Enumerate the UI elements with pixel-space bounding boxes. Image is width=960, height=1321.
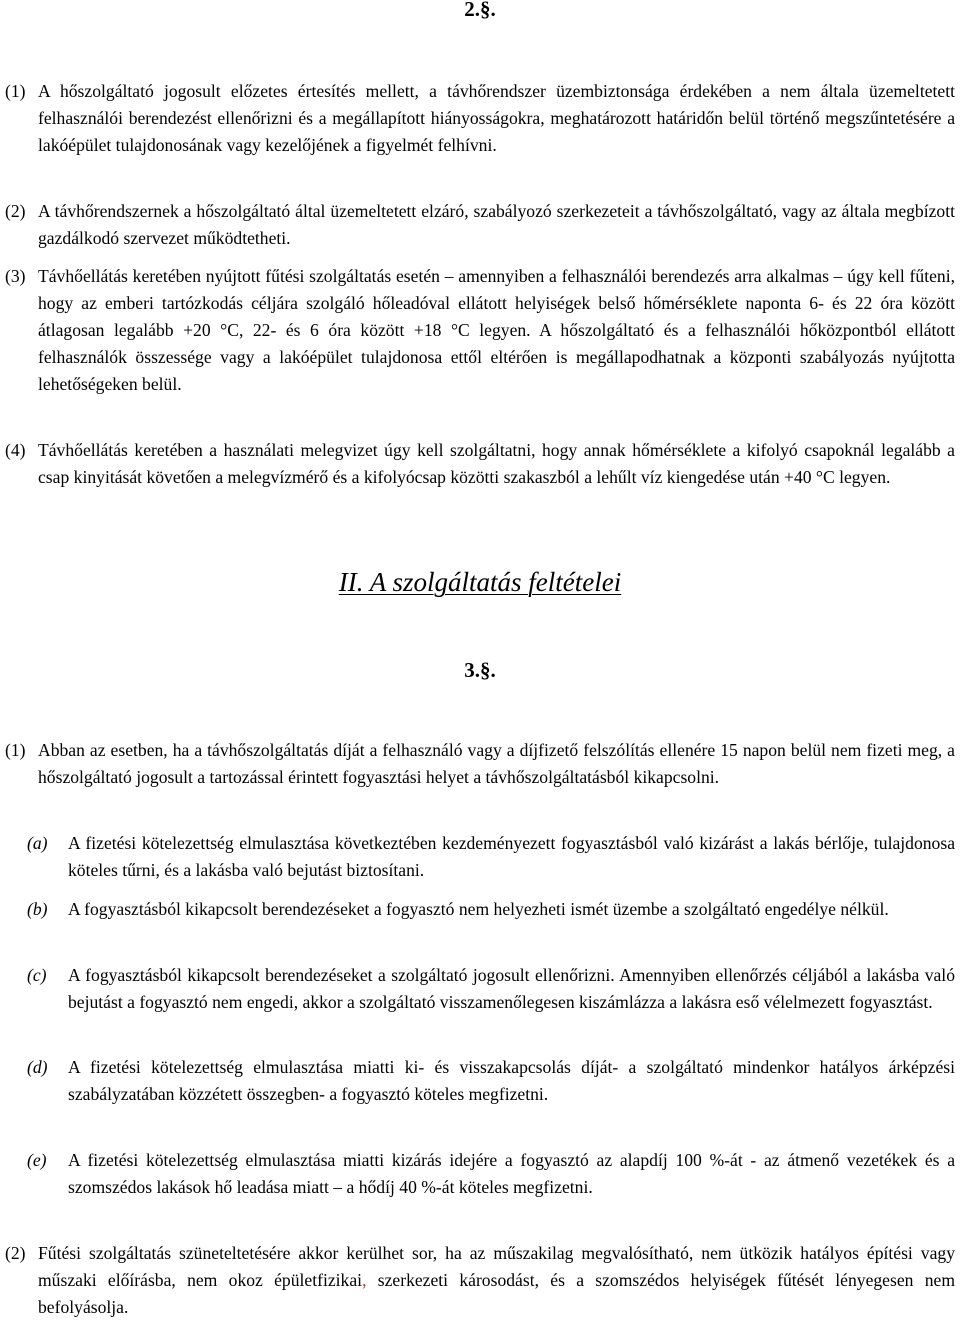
list-item-label: (d) bbox=[27, 1057, 48, 1077]
paragraph-2-1 bbox=[5, 78, 955, 159]
highlighted-comma: , bbox=[362, 1270, 367, 1290]
list-item-a bbox=[27, 830, 955, 884]
paragraph-text: A távhőrendszernek a hőszolgáltató által üzemeltetett elzáró, szabályozó szerkezeteit a távhőszolgáltató, vagy az általa megbízott gazdálkodó szervezet működtetheti. bbox=[38, 201, 955, 248]
list-item-d bbox=[27, 1054, 955, 1108]
paragraph-number: (3) bbox=[5, 266, 26, 286]
paragraph-text: Távhőellátás keretében a használati melegvizet úgy kell szolgáltatni, hogy annak hőmérséklete a kifolyó csapoknál legalább a csap kinyitását követően a melegvízmérő és a kifolyócsap közötti szakaszból a lehűlt víz kiengedése után +40 °C legyen. bbox=[38, 440, 955, 487]
list-item-text: A fizetési kötelezettség elmulasztása miatti ki- és visszakapcsolás díját- a szolgáltató mindenkor hatályos árképzési szabályzatában közzétett összegben- a fogyasztó köteles megfizetni. bbox=[68, 1057, 955, 1104]
list-item-label: (e) bbox=[27, 1150, 47, 1170]
paragraph-2-2 bbox=[5, 198, 955, 252]
list-item-e bbox=[27, 1147, 955, 1201]
paragraph-number: (2) bbox=[5, 201, 26, 221]
heading-section-3: 3.§. bbox=[464, 658, 496, 682]
list-item-text: A fizetési kötelezettség elmulasztása következtében kezdeményezett fogyasztásból való kizárást a lakás bérlője, tulajdonosa köteles tűrni, és a lakásba való bejutást biztosítani. bbox=[68, 833, 955, 880]
list-item-b bbox=[27, 896, 955, 923]
paragraph-text: Távhőellátás keretében nyújtott fűtési szolgáltatás esetén – amennyiben a felhasználói berendezés arra alkalmas – úgy kell fűteni, hogy az emberi tartózkodás céljára szolgáló hőleadóval ellátott helyiségek belső hőmérséklete naponta 6- és 22 óra között átlagosan legalább +20 °C, 22- és 6 óra között +18 °C legyen. A hőszolgáltató és a felhasználói hőközpontból ellátott felhasználók összessége vagy a lakóépület tulajdonosa ettől eltérően is megállapodhatnak a központi szabályozás nyújtotta lehetőségeken belül. bbox=[38, 266, 955, 394]
paragraph-3-1 bbox=[5, 737, 955, 791]
paragraph-number: (1) bbox=[5, 740, 26, 760]
list-item-c bbox=[27, 962, 955, 1016]
heading-section-2: 2.§. bbox=[464, 0, 496, 21]
list-item-label: (a) bbox=[27, 833, 48, 853]
paragraph-text: Abban az esetben, ha a távhőszolgáltatás díját a felhasználó vagy a díjfizető felszólítás ellenére 15 napon belül nem fizeti meg, a hőszolgáltató jogosult a tartozással érintett fogyasztási helyet a távhőszolgáltatásból kikapcsolni. bbox=[38, 740, 955, 787]
list-item-text: A fogyasztásból kikapcsolt berendezéseket a szolgáltató jogosult ellenőrizni. Amennyiben ellenőrzés céljából a lakásba való bejutást a fogyasztó nem engedi, akkor a szolgáltató visszamenőlegesen kiszámlázza a lakásra eső vélelmezett fogyasztást. bbox=[68, 965, 955, 1012]
section-title: II. A szolgáltatás feltételei bbox=[338, 567, 622, 597]
paragraph-text-part: szerkezeti károsodást, és a szomszédos helyiségek fűtését lényegesen nem befolyásolja. bbox=[38, 1270, 955, 1317]
list-item-label: (b) bbox=[27, 899, 48, 919]
paragraph-number: (2) bbox=[5, 1243, 26, 1263]
paragraph-text: A hőszolgáltató jogosult előzetes értesítés mellett, a távhőrendszer üzembiztonsága érdekében a nem általa üzemeltetett felhasználói berendezést ellenőrizni és a megállapított hiányosságokra, meghatározott határidőn belül történő megszűntetésére a lakóépület tulajdonosának vagy kezelőjének a figyelmét felhívni. bbox=[38, 81, 955, 155]
paragraph-number: (4) bbox=[5, 440, 26, 460]
paragraph-text-part: Fűtési szolgáltatás szüneteltetésére akkor kerülhet sor, ha az műszakilag megvalósítható, nem ütközik hatályos építési vagy műszaki előírásba, nem okoz épületfizikai bbox=[38, 1243, 955, 1290]
list-item-label: (c) bbox=[27, 965, 47, 985]
paragraph-text bbox=[38, 1240, 955, 1321]
paragraph-number: (1) bbox=[5, 81, 26, 101]
paragraph-3-2 bbox=[5, 1240, 955, 1321]
list-item-text: A fogyasztásból kikapcsolt berendezéseket a fogyasztó nem helyezheti ismét üzembe a szolgáltató engedélye nélkül. bbox=[68, 899, 889, 919]
paragraph-2-4 bbox=[5, 437, 955, 491]
list-item-text: A fizetési kötelezettség elmulasztása miatti kizárás idejére a fogyasztó az alapdíj 100 %-át - az átmenő vezetékek és a szomszédos lakások hő leadása miatt – a hődíj 40 %-át köteles megfizetni. bbox=[68, 1150, 955, 1197]
paragraph-2-3 bbox=[5, 263, 955, 398]
